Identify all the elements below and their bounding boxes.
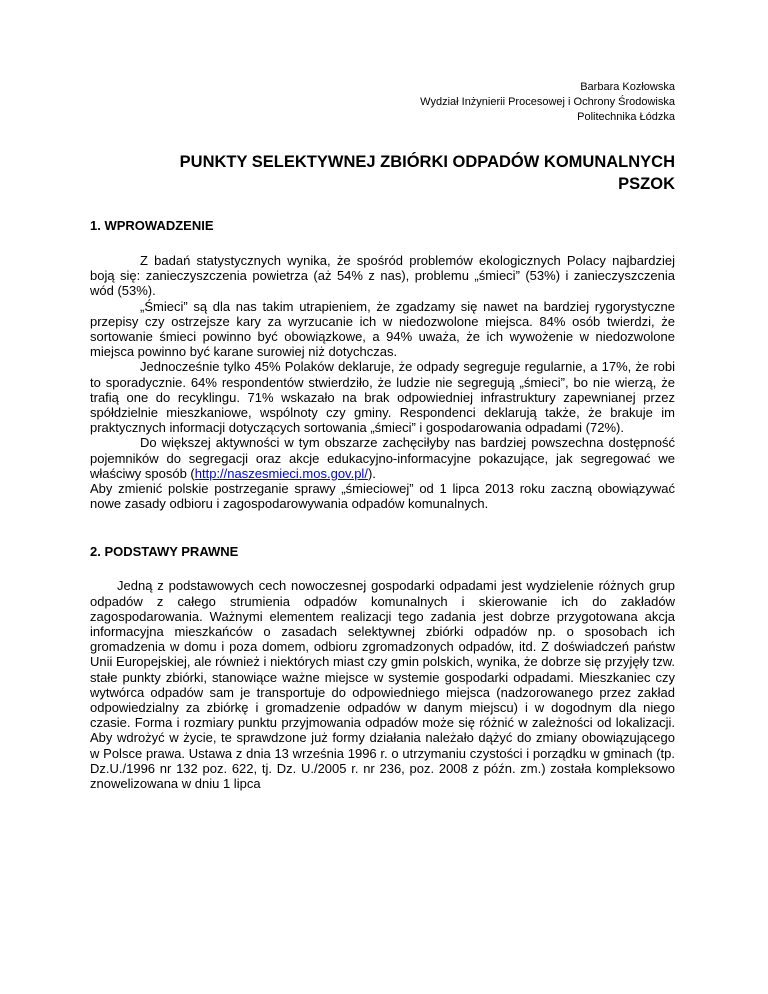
title-line-1: PUNKTY SELEKTYWNEJ ZBIÓRKI ODPADÓW KOMUNALNYCH [179,153,675,171]
section-heading-legal-basis: 2. PODSTAWY PRAWNE [90,544,239,560]
author-department: Wydział Inżynierii Procesowej i Ochrony Środowiska [420,96,675,108]
paragraph-text: Do większej aktywności w tym obszarze zachęciłyby nas bardziej powszechna dostępność pojemników do segregacji oraz akcje edukacyjno-informacyjne pokazujące, jak segregować we właściwy sposób ( [90,435,675,481]
author-university: Politechnika Łódzka [577,111,675,123]
paragraph: Jednocześnie tylko 45% Polaków deklaruje, że odpady segreguje regularnie, a 17%, że robi to sporadycznie. 64% respondentów stwierdziło, że ludzie nie segregują „śmieci”, bo nie wierzą, że trafią one do recyklingu. 71% wskazało na brak odpowiedniej infrastruktury zapewnianej przez spółdzielnie mieszkaniowe, wspólnoty czy gminy. Respondenci deklarują także, że brakuje im praktycznych informacji dotyczących sortowania „śmieci” i gospodarowania odpadami (72%). [90,359,675,436]
author-name: Barbara Kozłowska [580,81,675,93]
author-block [90,80,675,125]
section-body-legal-basis [90,578,675,791]
naszesmieci-link[interactable]: http://naszesmieci.mos.gov.pl/ [194,465,368,481]
paragraph: Aby zmienić polskie postrzeganie sprawy „śmieciowej” od 1 lipca 2013 roku zaczną obowiązywać nowe zasady odbioru i zagospodarowywania odpadów komunalnych. [90,481,675,512]
section-body-introduction [90,253,675,511]
paragraph: „Śmieci” są dla nas takim utrapieniem, że zgadzamy się nawet na bardziej rygorystyczne przepisy czy ostrzejsze kary za wyrzucanie ich w niedozwolone miejsca. 84% osób twierdzi, że sortowanie śmieci powinno być obowiązkowe, a 94% uważa, że ich wywożenie w niedozwolone miejsca powinno być karane surowiej niż dotychczas. [90,298,675,360]
document-page [90,80,675,791]
paragraph: Z badań statystycznych wynika, że spośród problemów ekologicznych Polacy najbardziej boją się: zanieczyszczenia powietrza (aż 54% z nas), problemu „śmieci” (53%) i zanieczyszczenia wód (53%). [90,253,675,299]
paragraph: Jedną z podstawowych cech nowoczesnej gospodarki odpadami jest wydzielenie różnych grup odpadów z całego strumienia odpadów komunalnych i skierowanie ich do zakładów zagospodarowania. Ważnymi elementem realizacji tego zadania jest dobrze przygotowana akcja informacyjna mieszkańców o zasadach selektywnej zbiórki odpadów np. o sposobach ich gromadzenia w domu i poza domem, odbioru zgromadzonych odpadów, itd. Z doświadczeń państw Unii Europejskiej, ale również i niektórych miast czy gmin polskich, wynika, że dobrze się przyjęły tzw. stałe punkty zbiórki, stanowiące ważne miejsce w systemie gospodarki odpadami. Mieszkaniec czy wytwórca odpadów sam je transportuje do odpowiedniego miejsca (nadzorowanego przez zakład odpowiedzialny za zbiórkę i gromadzenie odpadów w danym miejscu) i w dogodnym dla niego czasie. Forma i rozmiary punktu przyjmowania odpadów może się różnić w zależności od lokalizacji. Aby wdrożyć w życie, te sprawdzone już formy działania należało dążyć do zmiany obowiązującego w Polsce prawa. Ustawa z dnia 13 września 1996 r. o utrzymaniu czystości i porządku w gminach (tp. Dz.U./1996 nr 132 poz. 622, tj. Dz. U./2005 r. nr 236, poz. 2008 z późn. zm.) została kompleksowo znowelizowana w dniu 1 lipca [90,578,675,792]
paragraph-text: ). [367,465,376,481]
title-line-2: PSZOK [618,175,675,193]
section-heading-introduction: 1. WPROWADZENIE [90,218,214,233]
document-title [90,151,675,195]
paragraph [90,435,675,481]
